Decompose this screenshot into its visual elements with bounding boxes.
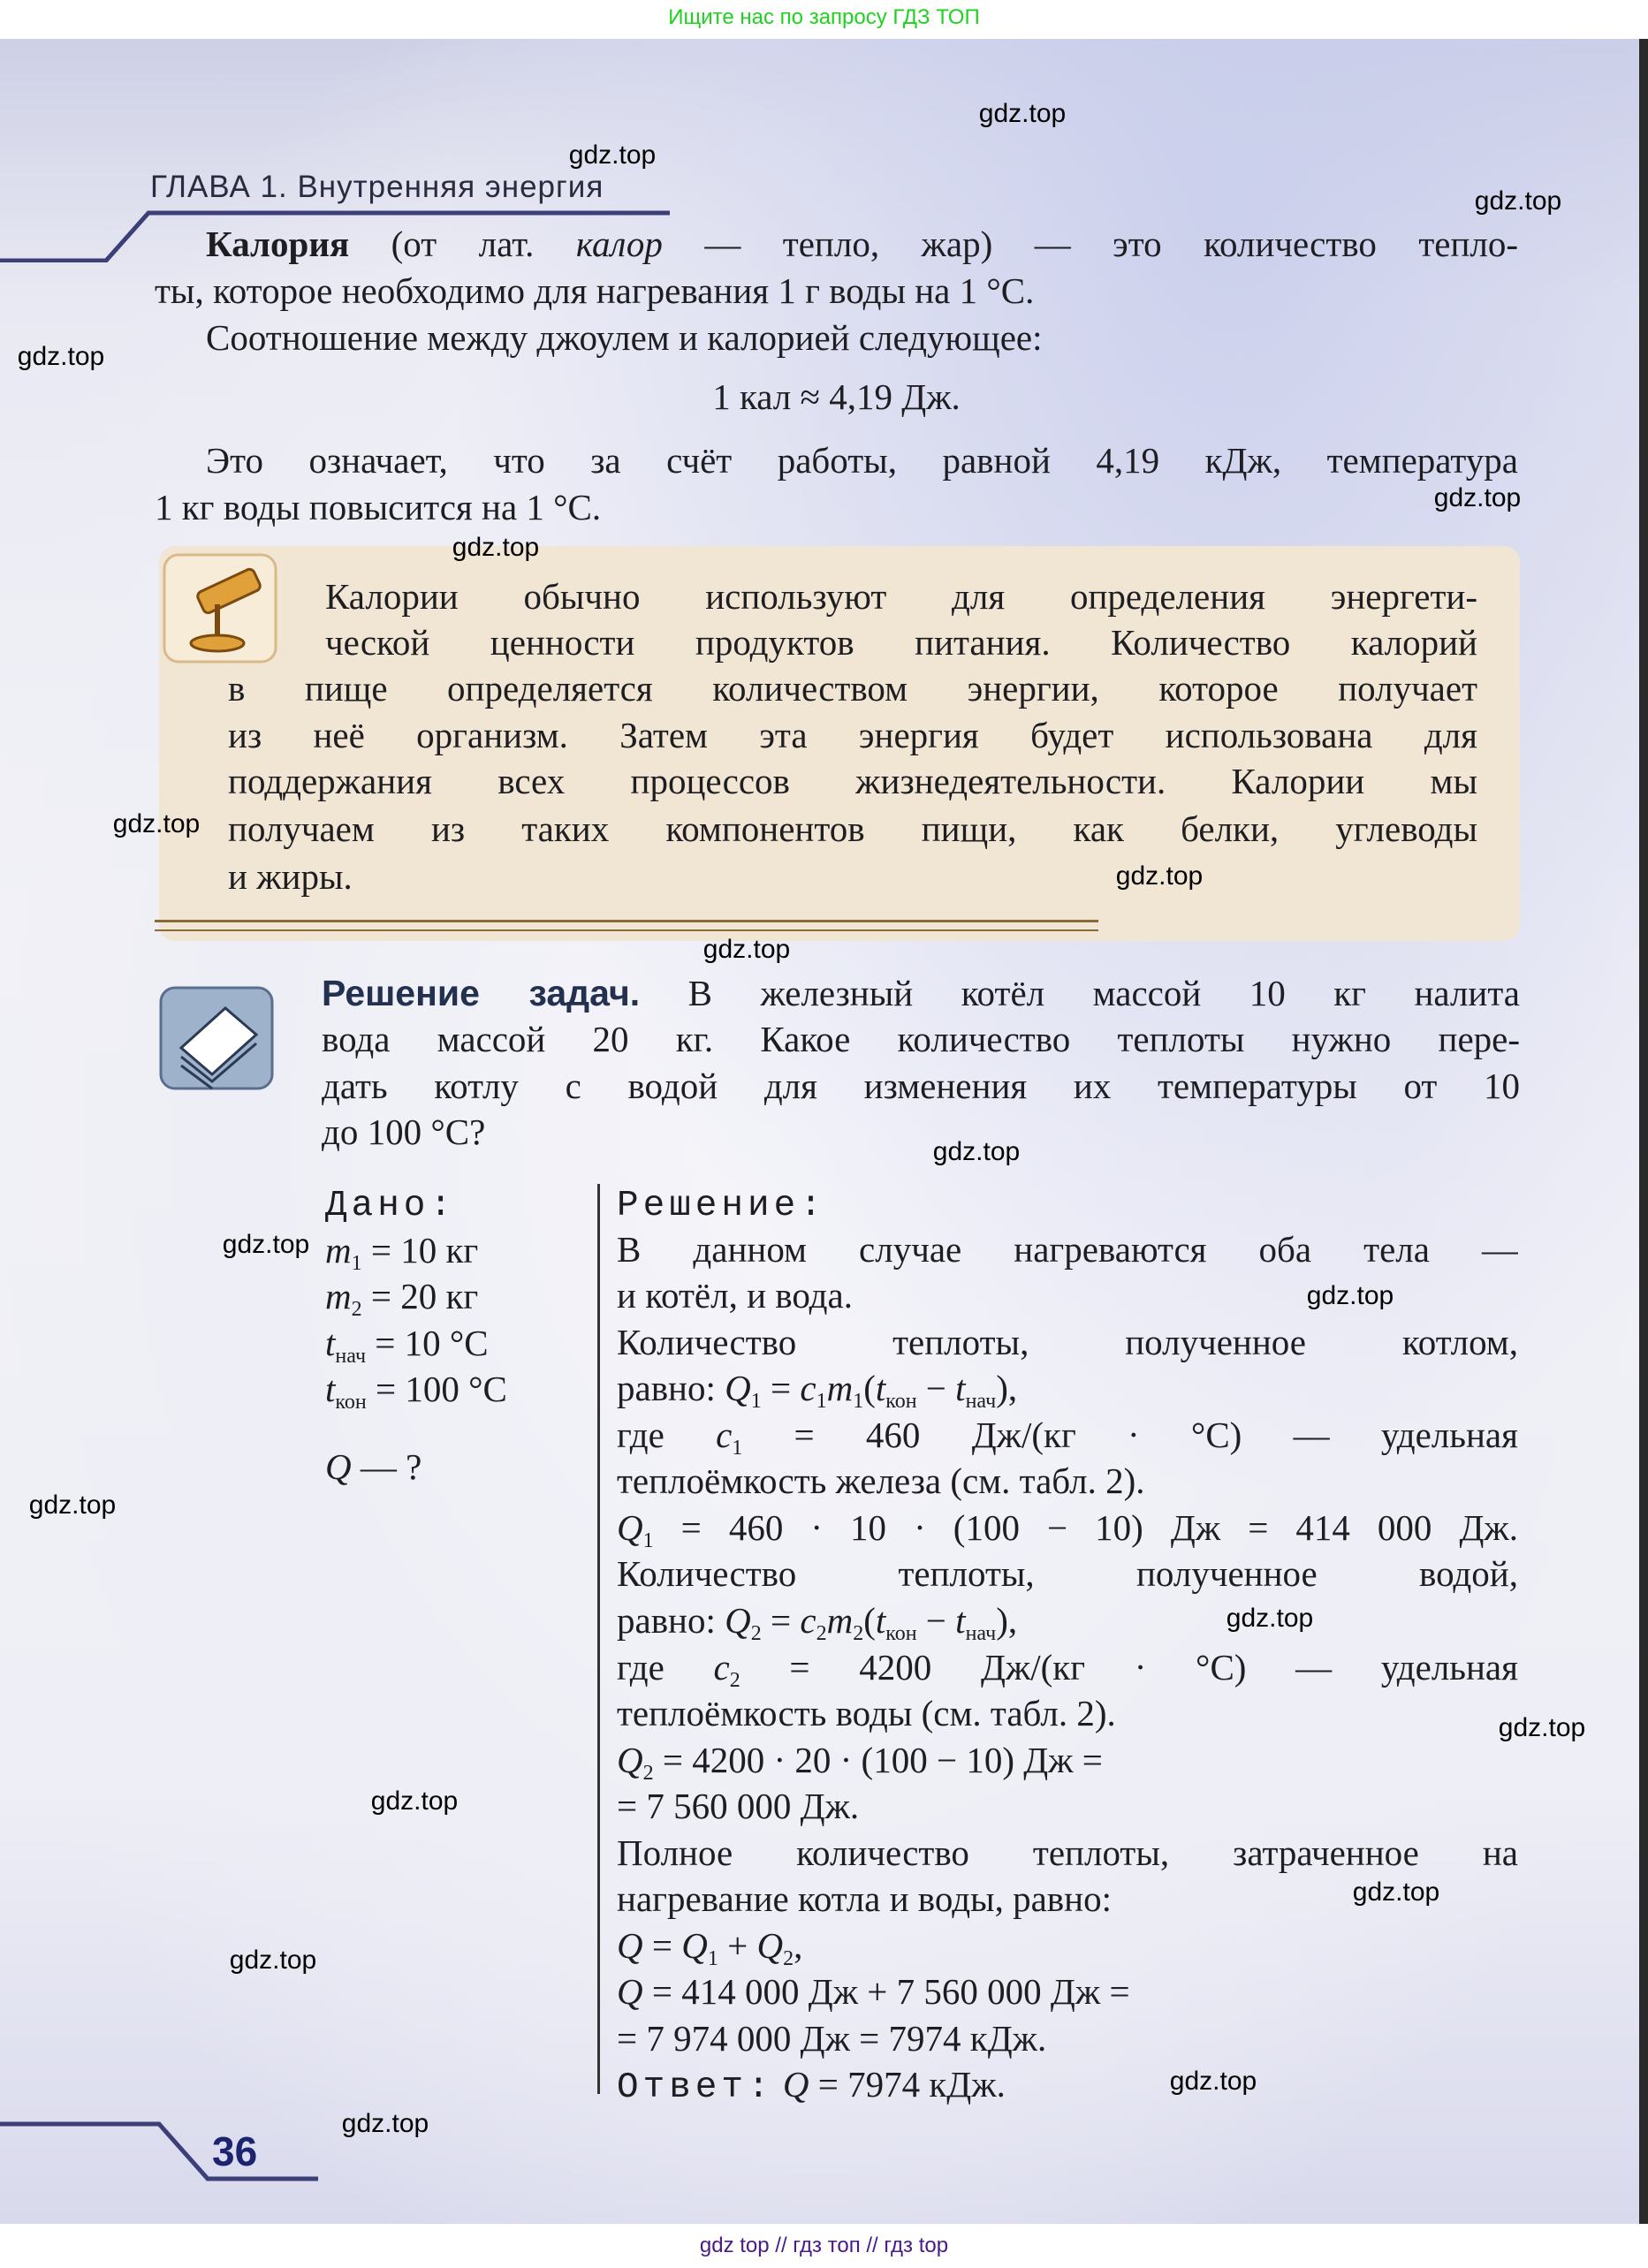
top-banner: Ищите нас по запросу ГДЗ ТОП [668,5,980,29]
text-run: , [794,1925,803,1966]
solution-line [617,1832,1518,1874]
subscript: 1 [351,1252,362,1275]
bottom-banner: gdz top // гдз топ // гдз top [699,2234,949,2257]
text-run: = 4200 Дж/(кг · °С) — удельная [740,1647,1518,1688]
note-line [228,760,1477,802]
text-run: (от лат. [349,224,576,264]
text-run: из неё организм. Затем эта энергия будет использована для [228,715,1477,755]
variable: Q [725,1600,751,1641]
watermark-text: gdz.top [222,1230,310,1259]
given-line [325,1275,479,1321]
watermark-text: gdz.top [1169,2067,1257,2096]
subscript: 1 [732,1437,743,1456]
variable: t [875,1368,886,1408]
text-run: = 10 кг [361,1230,479,1271]
variable: t [325,1369,336,1409]
notebook-icon [159,986,274,1090]
solution-line [617,1228,1518,1271]
intro-line [155,486,601,528]
variable: c [800,1368,816,1408]
page-edge [1639,39,1648,2224]
solution-line [617,1506,1518,1549]
text-run: − [916,1368,956,1408]
note-line [325,575,1477,618]
variable: Q [756,1925,784,1966]
solution-line [617,1414,1518,1456]
watermark-text: gdz.top [229,1946,317,1975]
watermark-text: gdz.top [1115,861,1204,891]
text-run: = 20 кг [361,1276,479,1316]
text-run: Калории обычно используют для определения энергети- [325,576,1477,617]
subscript: 2 [642,1762,654,1785]
text-run: равно: [617,1368,725,1408]
intro-line [206,439,1518,482]
section-heading: Решение задач. [322,973,641,1013]
solution-line [617,1599,1018,1645]
given-line [325,1229,479,1275]
subscript: 1 [816,1390,827,1413]
text-run: = [761,1600,801,1641]
watermark-text: gdz.top [17,342,105,371]
text-run: = 460 · 10 · (100 − 10) Дж = 414 000 Дж. [653,1507,1518,1548]
text-run: = 7974 кДж. [809,2064,1006,2105]
subscript: 2 [351,1298,362,1321]
solution-line [617,1877,1112,1920]
variable: Q [617,1925,643,1966]
text-run: + [718,1925,757,1966]
watermark-text: gdz.top [28,1491,117,1520]
watermark-text: gdz.top [112,809,201,838]
text-run: Это означает, что за счёт работы, равной 4,19 кДж, температура [206,440,1518,481]
text-run: = 100 °С [366,1369,507,1409]
problem-line [322,1111,485,1153]
solution-line [617,2017,1046,2059]
variable: m [325,1230,352,1271]
solution-line [617,1739,1103,1785]
given-line [325,1181,456,1224]
text-run: ческой ценности продуктов питания. Количество калорий [325,622,1477,663]
text-run: ), [996,1368,1018,1408]
subscript: нач [965,1390,997,1413]
text-run: где [617,1647,714,1688]
solution-line [617,1692,1116,1734]
solution-line [617,1321,1518,1363]
variable: Q [681,1925,708,1966]
text-run: 1 кал ≈ 4,19 Дж. [712,376,961,417]
section-divider [155,920,1098,931]
variable: Q [617,1971,643,2012]
variable: m [826,1600,854,1641]
intro-line [155,269,1034,312]
text-run: и жиры. [228,856,353,897]
variable: m [325,1276,352,1316]
variable: t [325,1323,336,1363]
watermark-text: gdz.top [341,2109,429,2138]
watermark-text: gdz.top [702,935,791,964]
subscript: нач [965,1622,997,1645]
intro-line [206,223,1518,265]
subscript: кон [335,1391,367,1414]
text-run: − [916,1600,956,1641]
text-run: Соотношение между джоулем и калорией следующее: [206,317,1043,358]
text-run: = 10 °С [366,1323,489,1363]
text-run [774,2064,783,2105]
subscript: нач [335,1345,367,1368]
text-run: равно: [617,1600,725,1641]
text-run: = 4200 · 20 · (100 − 10) Дж = [653,1740,1103,1780]
solution-line [617,1274,853,1316]
watermark-text: gdz.top [932,1137,1021,1166]
text-run: дать котлу с водой для изменения их температуры от 10 [322,1066,1520,1106]
solution-line [617,1460,1144,1502]
text-run: — тепло, жар) — это количество тепло- [662,224,1518,264]
watermark-text: gdz.top [1433,483,1522,512]
variable: c [800,1600,816,1641]
watermark-text: gdz.top [978,99,1067,128]
solution-line [617,2063,1006,2108]
watermark-text: gdz.top [370,1786,459,1816]
watermark-text: gdz.top [452,533,540,562]
text-run: = [761,1368,801,1408]
text-run: ( [863,1368,876,1408]
text-run: — ? [351,1446,422,1487]
watermark-text: gdz.top [1498,1713,1586,1742]
given-line [325,1322,489,1368]
text-run: ты, которое необходимо для нагревания 1 г воды на 1 °С. [155,270,1035,311]
note-line [228,714,1477,756]
note-line [325,621,1477,664]
watermark-text: gdz.top [1306,1281,1394,1310]
label: Дано: [325,1186,457,1226]
variable: t [955,1600,966,1641]
variable: калор [575,224,663,264]
text-run: = 460 Дж/(кг · °С) — удельная [742,1415,1518,1455]
problem-line [322,1018,1520,1060]
solution-line [617,1646,1518,1688]
variable: c [713,1647,730,1688]
given-solution-divider [597,1184,600,2094]
text-run: В железный котёл массой 10 кг налита [640,973,1520,1013]
text-run: получаем из таких компонентов пищи, как белки, углеводы [228,808,1477,849]
solution-line [617,1924,803,1970]
watermark-text: gdz.top [1474,186,1562,216]
text-run: Количество теплоты, полученное котлом, [617,1322,1518,1362]
subscript: кон [885,1390,917,1413]
subscript: 2 [853,1622,864,1645]
variable: Q [782,2064,809,2105]
text-run: до 100 °С? [322,1111,486,1152]
text-run: ), [996,1600,1018,1641]
variable: Q [725,1368,751,1408]
page-number: 36 [212,2128,258,2174]
solution-line [617,1367,1018,1413]
watermark-text: gdz.top [1226,1604,1314,1633]
label: Ответ: [617,2067,774,2108]
variable: Q [325,1446,352,1487]
text-run: Полное количество теплоты, затраченное на [617,1832,1518,1873]
term: Калория [206,224,350,264]
label: Решение: [617,1186,826,1226]
solution-line [617,1181,826,1224]
subscript: 2 [816,1622,827,1645]
text-run: и котёл, и вода. [617,1275,853,1316]
variable: t [955,1368,966,1408]
subscript: 2 [729,1669,740,1688]
text-run: где [617,1415,717,1455]
intro-line [155,375,1518,418]
subscript: 1 [707,1947,718,1970]
subscript: 2 [750,1622,762,1645]
text-run: теплоёмкость воды (см. табл. 2). [617,1693,1116,1733]
intro-line [206,316,1043,359]
note-line [228,855,353,898]
text-run: поддержания всех процессов жизнедеятельности. Калории мы [228,761,1477,801]
page-number-rule [0,2120,318,2182]
solution-line [617,1970,1130,2013]
text-run: в пище определяется количеством энергии, которое получает [228,668,1477,709]
text-run: Количество теплоты, полученное водой, [617,1553,1518,1594]
subscript: 2 [783,1947,794,1970]
text-run: = 7 974 000 Дж = 7974 кДж. [617,2018,1047,2059]
watermark-text: gdz.top [568,140,657,170]
watermark-text: gdz.top [1352,1877,1440,1907]
text-run: ( [863,1600,876,1641]
note-line [228,808,1477,850]
subscript: 1 [853,1390,864,1413]
variable: t [875,1600,886,1641]
variable: m [826,1368,854,1408]
solution-line [617,1785,859,1827]
given-line [325,1368,507,1414]
text-run: = 414 000 Дж + 7 560 000 Дж = [642,1971,1130,2012]
given-line [325,1445,421,1488]
text-run: = 7 560 000 Дж. [617,1786,860,1826]
note-line [228,667,1477,709]
text-run: В данном случае нагреваются оба тела — [617,1229,1518,1270]
variable: c [716,1415,733,1455]
text-run: вода массой 20 кг. Какое количество теплоты нужно пере- [322,1019,1520,1059]
subscript: кон [885,1622,917,1645]
chapter-title: ГЛАВА 1. Внутренняя энергия [150,170,604,204]
text-run: теплоёмкость железа (см. табл. 2). [617,1460,1145,1501]
text-run: нагревание котла и воды, равно: [617,1878,1112,1919]
textbook-page [0,39,1639,2224]
telescope-icon [163,553,277,664]
subscript: 1 [750,1390,762,1413]
problem-line [322,1065,1520,1107]
variable: Q [617,1740,643,1780]
variable: Q [617,1507,643,1548]
solution-line [617,1552,1518,1595]
text-run: 1 кг воды повысится на 1 °С. [155,487,602,527]
text-run: = [642,1925,682,1966]
subscript: 1 [642,1529,654,1549]
problem-line [322,972,1520,1014]
